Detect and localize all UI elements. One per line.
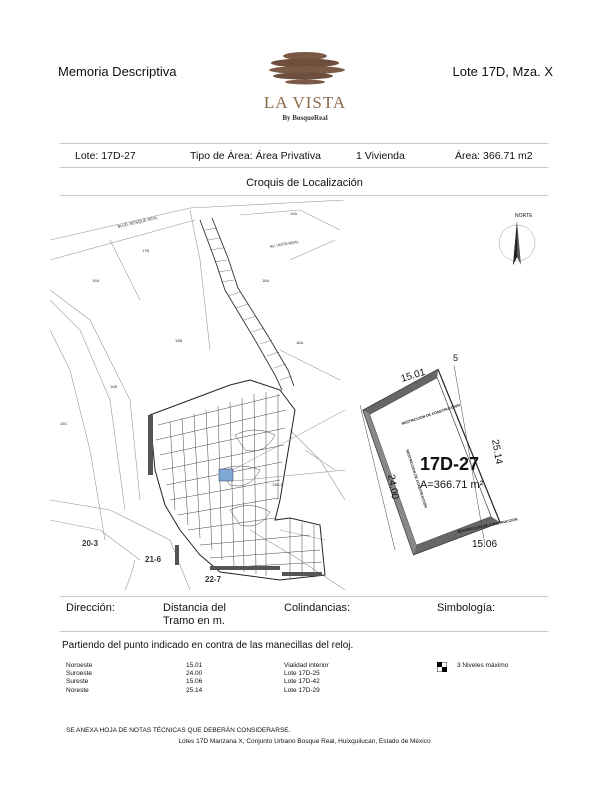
row-adjacent: Vialidad interior [284, 662, 329, 669]
lot-name: 17D-27 [420, 454, 480, 474]
row-adjacent: Lote 17D-25 [284, 670, 320, 678]
distance-column [186, 662, 202, 695]
restriction-label-left: RESTRICCION DE CONSTRUCCION [405, 449, 428, 509]
row-direction: Noroeste [66, 662, 93, 669]
document-title: Memoria Descriptiva [58, 64, 177, 79]
divider [60, 167, 548, 168]
location-map [50, 200, 345, 590]
header-adjacency: Colindancias: [284, 602, 351, 614]
row-distance: 15.01 [186, 662, 203, 669]
map-lot-label: 18A [262, 278, 270, 283]
compass-label: NORTE [515, 213, 533, 219]
map-lot-label: 16B [110, 384, 118, 389]
brand-subtitle: By BosqueReal [282, 114, 328, 122]
lot-detail-drawing [340, 345, 540, 565]
row-direction: Suroeste [66, 670, 93, 678]
highlighted-lot [219, 469, 233, 481]
section-title: Croquis de Localización [246, 177, 363, 189]
map-lot-label: 19A [290, 211, 298, 216]
lot-number: Lote: 17D-27 [75, 150, 136, 162]
zone-label: 20-3 [82, 539, 99, 548]
restriction-label-top: RESTRICCION DE CONSTRUCCION [401, 403, 461, 426]
dimension-left: 24.00 [385, 473, 401, 501]
brand-name: LA VISTA [263, 93, 347, 112]
map-lot-label: 17B [142, 248, 150, 253]
address: Lotes 17D Manzana X, Conjunto Urbano Bosque Real, Huixquilucan, Estado de México [178, 738, 431, 745]
header-distance-line1: Distancia del [163, 602, 226, 614]
start-point-label: 5 [453, 353, 459, 363]
map-lot-label: 13D-1 [272, 482, 283, 487]
row-distance: 25.14 [186, 686, 203, 694]
adjacency-column [284, 662, 329, 695]
map-lot-label: 16A [296, 340, 304, 345]
symbology-label: 3 Niveles máximo [457, 662, 509, 669]
row-direction: Noreste [66, 686, 89, 694]
dimension-bottom: 15.06 [472, 539, 498, 550]
north-arrow-icon [497, 219, 537, 271]
road-label-vista-real: AV. VISTA REAL [269, 238, 300, 249]
divider [60, 631, 548, 632]
dwelling-count: 1 Vivienda [356, 150, 405, 162]
compass [497, 213, 547, 273]
zone-label: 22-7 [205, 575, 222, 584]
divider [60, 596, 548, 597]
brand-logo [255, 48, 355, 123]
zone-label: 21-6 [145, 555, 162, 564]
divider [60, 143, 548, 144]
lot-title: Lote 17D, Mza. X [452, 64, 553, 79]
levels-symbol-icon [437, 662, 447, 672]
tree-logo-icon [255, 48, 355, 86]
header-direction: Dirección: [66, 602, 115, 614]
row-adjacent: Lote 17D-29 [284, 686, 320, 694]
row-adjacent: Lote 17D-42 [284, 678, 320, 686]
header-distance-line2: Tramo en m. [163, 615, 225, 627]
lot-area: Área: 366.71 m2 [455, 150, 533, 162]
dimension-right: 25.14 [489, 438, 505, 466]
direction-column [66, 662, 92, 695]
restriction-label-bottom: RESTRICCION DE CONSTRUCCION [457, 517, 518, 534]
map-lot-label: 19A [92, 278, 100, 283]
instruction-text: Partiendo del punto indicado en contra de las manecillas del reloj. [62, 640, 354, 651]
divider [60, 195, 548, 196]
row-distance: 24.00 [186, 670, 203, 678]
lot-area-text: A=366.71 m² [420, 479, 484, 491]
map-lot-label: 15B [175, 338, 183, 343]
dimension-top: 15.01 [399, 367, 427, 385]
area-type: Tipo de Área: Área Privativa [190, 150, 321, 162]
road-label-bosque-real: BLVD. BOSQUE REAL [117, 214, 159, 229]
header-symbology: Simbología: [437, 602, 496, 614]
row-direction: Sureste [66, 678, 89, 686]
map-lot-label: 16C [60, 421, 68, 426]
row-distance: 15.06 [186, 678, 203, 686]
technical-notes: SE ANEXA HOJA DE NOTAS TÉCNICAS QUE DEBERÁN CONSIDERARSE. [66, 727, 291, 734]
